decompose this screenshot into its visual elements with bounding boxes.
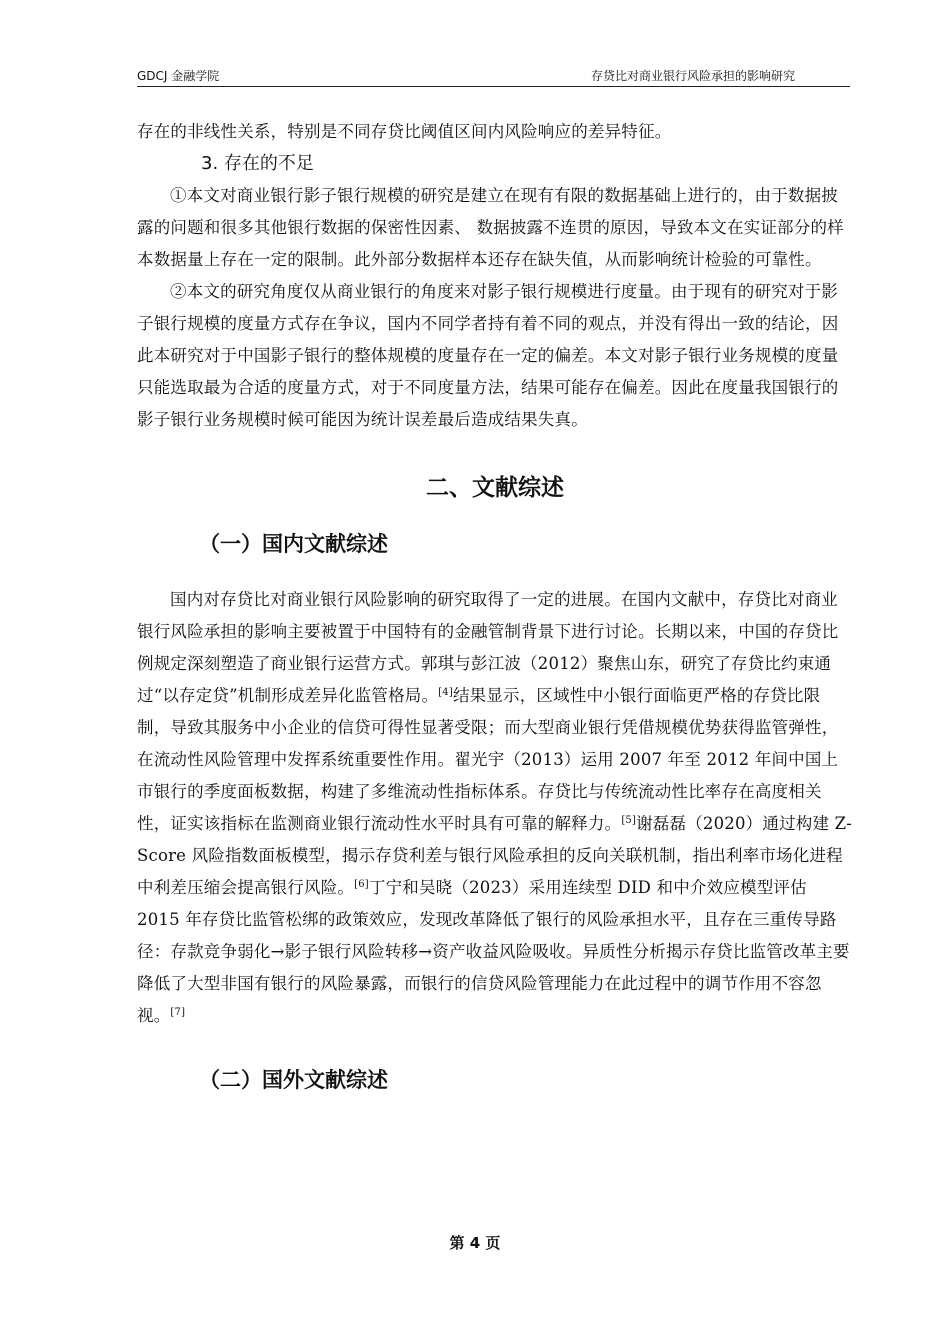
lit-sentence-3: 谢磊磊（2020）通过构建 Z-Score 风险指数面板模型，揭示存贷利差与银行风险承担的反向关联机制，指出利率市场化进程中利差压缩会提高银行风险。 (137, 814, 853, 897)
lit-sentence-4: 丁宁和吴晓（2023）采用连续型 DID 和中介效应模型评估 2015 年存贷比监管松绑的政策效应，发现改革降低了银行的风险承担水平，且存在三重传导路径：存款竞争弱化→影子银行风险转移→资产收益风险吸收。异质性分析揭示存贷比监管改革主要降低了大型非国有银行的风险暴露，而银行的信贷风险管理能力在此过程中的调节作用不容忽视。 (137, 878, 850, 1025)
page-number: 第 4 页 (449, 1234, 501, 1252)
section-heading-foreign: （二）国外文献综述 (199, 1068, 388, 1092)
paragraph-limitation-2: ②本文的研究角度仅从商业银行的角度来对影子银行规模进行度量。由于现有的研究对于影子银行规模的度量方式存在争议，国内不同学者持有着不同的观点，并没有得出一致的结论，因此本研究对于中国影子银行的整体规模的度量存在一定的偏差。本文对影子银行业务规模的度量只能选取最为合适的度量方式，对于不同度量方法，结果可能存在偏差。因此在度量我国银行的影子银行业务规模时候可能因为统计误差最后造成结果失真。 (137, 282, 839, 429)
citation-7: [7] (170, 1007, 186, 1018)
citation-6: [6] (354, 879, 369, 890)
paragraph-limitation-1: ①本文对商业银行影子银行规模的研究是建立在现有有限的数据基础上进行的，由于数据披露的问题和很多其他银行数据的保密性因素、 数据披露不连贯的原因，导致本文在实证部分的样本数据量上存在一定的限制。此外部分数据样本还存在缺失值，从而影响统计检验的可靠性。 (137, 186, 844, 269)
header-school: GDCJ 金融学院 (137, 69, 220, 83)
subheading-limitations: 3. 存在的不足 (201, 153, 314, 174)
lit-sentence-2: 结果显示，区域性中小银行面临更严格的存贷比限制，导致其服务中小企业的信贷可得性显著受限；而大型商业银行凭借规模优势获得监管弹性，在流动性风险管理中发挥系统重要性作用。翟光宇（2013）运用 2007 年至 2012 年间中国上市银行的季度面板数据，构建了多维流动性指标体系。存贷比与传统流动性比率存在高度相关性，证实该指标在监测商业银行流动性水平时具有可靠的解释力。 (137, 686, 839, 833)
citation-4: [4] (438, 687, 453, 698)
page-header (137, 66, 850, 87)
citation-5: [5] (621, 815, 637, 826)
header-title: 存贷比对商业银行风险承担的影响研究 (590, 69, 795, 83)
chapter-heading: 二、文献综述 (426, 475, 564, 501)
section-heading-domestic: （一）国内文献综述 (199, 532, 388, 556)
page-content (137, 116, 853, 1098)
lit-sentence-1: 国内对存贷比对商业银行风险影响的研究取得了一定的进展。在国内文献中，存贷比对商业银行风险承担的影响主要被置于中国特有的金融管制背景下进行讨论。长期以来，中国的存贷比例规定深刻塑造了商业银行运营方式。郭琪与彭江波（2012）聚焦山东，研究了存贷比约束通过“以存定贷”机制形成差异化监管格局。 (137, 590, 839, 705)
paragraph-continuation: 存在的非线性关系，特别是不同存贷比阈值区间内风险响应的差异特征。 (137, 122, 672, 141)
paragraph-domestic-literature (137, 584, 853, 1032)
